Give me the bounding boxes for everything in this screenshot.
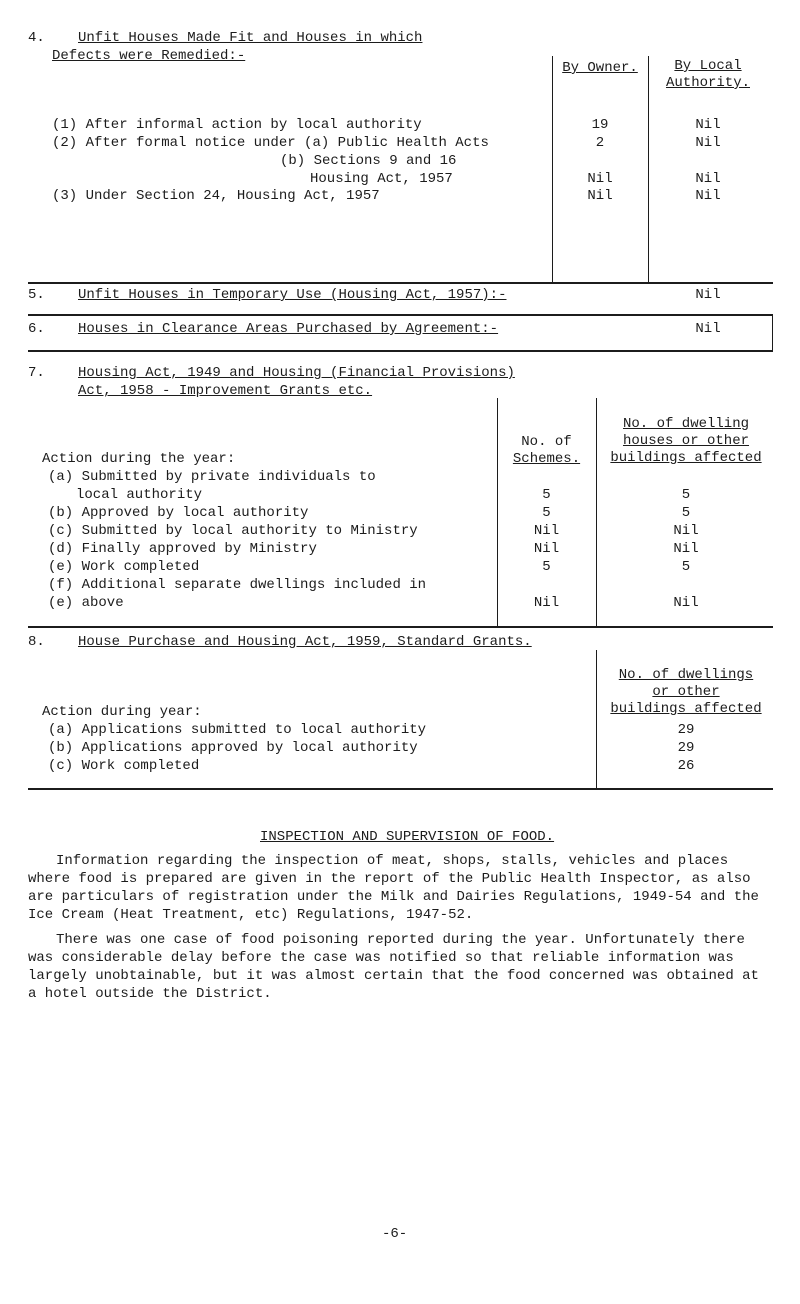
cell-value: Nil bbox=[533, 541, 560, 557]
food-heading: INSPECTION AND SUPERVISION OF FOOD. bbox=[260, 829, 555, 845]
column-divider bbox=[552, 56, 553, 282]
row-label: (3) Under Section 24, Housing Act, 1957 bbox=[52, 188, 380, 204]
row-label: (2) After formal notice under (a) Public Health Acts bbox=[52, 135, 489, 151]
action-heading: Action during the year: bbox=[42, 451, 236, 467]
divider bbox=[28, 314, 773, 316]
cell-value: Nil bbox=[695, 135, 721, 151]
row-label: local authority bbox=[76, 487, 203, 503]
header-by-owner: By Owner. bbox=[562, 60, 638, 76]
row-label: (a) Submitted by private individuals to bbox=[48, 469, 376, 485]
row-label: Housing Act, 1957 bbox=[310, 171, 453, 187]
cell-value: Nil bbox=[673, 523, 699, 539]
section-5-label: Unfit Houses in Temporary Use (Housing Act, 1957):- bbox=[78, 287, 507, 303]
header-no-of-dwellings: No. of dwelling houses or other buildings affected bbox=[610, 416, 762, 466]
section-8-title: House Purchase and Housing Act, 1959, Standard Grants. bbox=[78, 634, 532, 650]
section-5-value: Nil bbox=[695, 287, 721, 303]
section-8-number: 8. bbox=[28, 634, 45, 650]
cell-value: 19 bbox=[591, 117, 609, 133]
divider bbox=[28, 626, 773, 628]
food-paragraph-1: Information regarding the inspection of meat, shops, stalls, vehicles and places where food is prepared are given in the report of the Public Health Inspector, as also are particulars of registration under the Milk and Dairies Regulations, 1949-54 and the Ice Cream (Heat Treatment, etc) Regulations, 1947-52. bbox=[28, 853, 759, 923]
row-label: (e) Work completed bbox=[48, 559, 200, 575]
cell-value: Nil bbox=[695, 171, 721, 187]
section-4-subtitle: Defects were Remedied:- bbox=[52, 48, 246, 64]
cell-value: 5 bbox=[542, 559, 551, 575]
cell-value: 5 bbox=[542, 487, 551, 503]
row-label: (b) Applications approved by local authority bbox=[48, 740, 418, 756]
row-label: (f) Additional separate dwellings included in bbox=[48, 577, 427, 593]
cell-value: 2 bbox=[595, 135, 605, 151]
row-label: (1) After informal action by local authority bbox=[52, 117, 422, 133]
cell-value: 29 bbox=[677, 722, 695, 738]
cell-value: Nil bbox=[533, 595, 560, 611]
food-paragraph-2: There was one case of food poisoning reported during the year. Unfortunately there was considerable delay before the case was notified so that reliable information was largely unobtainable, but it was almost certain that the food concerned was obtained at a hotel outside the District. bbox=[28, 932, 759, 1002]
cell-value: 26 bbox=[677, 758, 695, 774]
cell-value: 5 bbox=[542, 505, 551, 521]
divider bbox=[28, 788, 773, 790]
row-label: (a) Applications submitted to local authority bbox=[48, 722, 427, 738]
row-label: (c) Submitted by local authority to Ministry bbox=[48, 523, 418, 539]
action-heading: Action during year: bbox=[42, 704, 202, 720]
section-6-label: Houses in Clearance Areas Purchased by Agreement:- bbox=[78, 321, 499, 337]
row-label: (b) Approved by local authority bbox=[48, 505, 309, 521]
row-label: (d) Finally approved by Ministry bbox=[48, 541, 317, 557]
divider bbox=[28, 350, 773, 352]
column-divider bbox=[772, 314, 773, 350]
section-4-number: 4. bbox=[28, 30, 45, 46]
cell-value: Nil bbox=[587, 171, 613, 187]
cell-value: Nil bbox=[673, 541, 699, 557]
row-label: (b) Sections 9 and 16 bbox=[280, 153, 457, 169]
row-label: (e) above bbox=[48, 595, 124, 611]
section-4-title: Unfit Houses Made Fit and Houses in which bbox=[78, 30, 423, 46]
page-number: -6- bbox=[382, 1226, 408, 1242]
header-no-of-schemes: No. of Schemes. bbox=[512, 434, 581, 467]
cell-value: 5 bbox=[681, 487, 691, 503]
cell-value: Nil bbox=[587, 188, 613, 204]
section-7-number: 7. bbox=[28, 365, 45, 381]
cell-value: Nil bbox=[695, 117, 721, 133]
section-5-number: 5. bbox=[28, 287, 45, 303]
divider bbox=[28, 282, 773, 284]
section-6-number: 6. bbox=[28, 321, 45, 337]
section-7-title: Act, 1958 - Improvement Grants etc. bbox=[78, 383, 373, 399]
header-no-of-dwellings: No. of dwellings or other buildings affected bbox=[610, 667, 762, 717]
cell-value: 29 bbox=[677, 740, 695, 756]
section-6-value: Nil bbox=[695, 321, 721, 337]
cell-value: 5 bbox=[681, 559, 691, 575]
cell-value: Nil bbox=[673, 595, 699, 611]
cell-value: Nil bbox=[533, 523, 560, 539]
cell-value: 5 bbox=[681, 505, 691, 521]
row-label: (c) Work completed bbox=[48, 758, 200, 774]
header-by-local-authority: By Local Authority. bbox=[665, 58, 750, 91]
section-7-title: Housing Act, 1949 and Housing (Financial Provisions) bbox=[78, 365, 515, 381]
cell-value: Nil bbox=[695, 188, 721, 204]
